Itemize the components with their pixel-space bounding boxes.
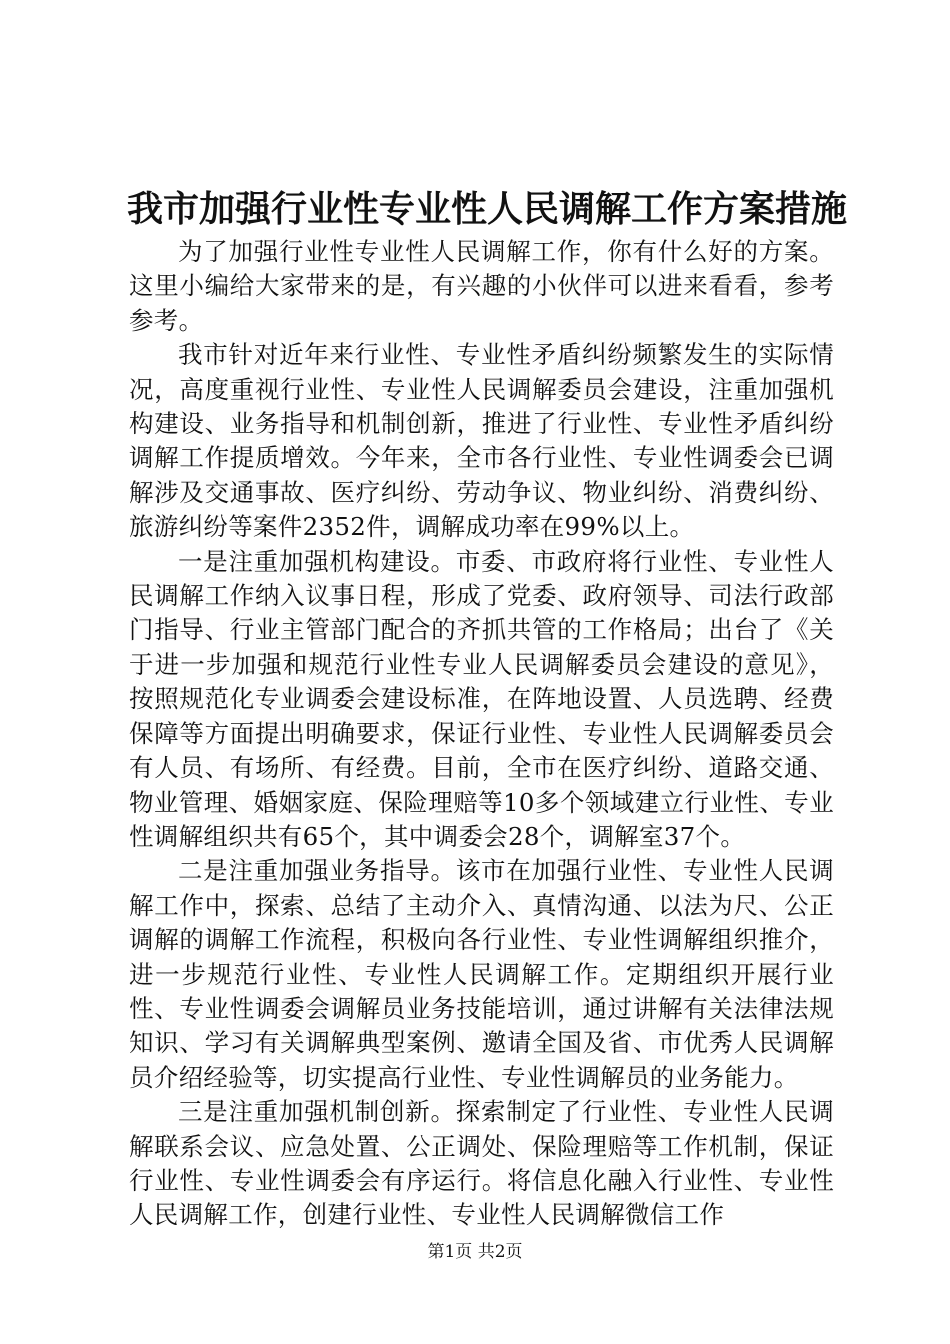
paragraph-business-guidance: 二是注重加强业务指导。该市在加强行业性、专业性人民调解工作中，探索、总结了主动介入、真情沟通、以法为尺、公正调解的调解工作流程，积极向各行业性、专业性调解组织推介，进一步规范行业性、专业性人民调解工作。定期组织开展行业性、专业性调委会调解员业务技能培训，通过讲解有关法律法规知识、学习有关调解典型案例、邀请全国及省、市优秀人民调解员介绍经验等，切实提高行业性、专业性调解员的业务能力。 — [129, 856, 834, 1092]
document-body — [129, 235, 834, 1233]
document-title: 我市加强行业性专业性人民调解工作方案措施 — [127, 188, 848, 230]
page-footer: 第1页 共2页 — [427, 1242, 523, 1262]
paragraph-mechanism-innovation: 三是注重加强机制创新。探索制定了行业性、专业性人民调解联系会议、应急处置、公正调处、保险理赔等工作机制，保证行业性、专业性调委会有序运行。将信息化融入行业性、专业性人民调解工作，创建行业性、专业性人民调解微信工作 — [129, 1097, 834, 1230]
paragraph-institution-building: 一是注重加强机构建设。市委、市政府将行业性、专业性人民调解工作纳入议事日程，形成了党委、政府领导、司法行政部门指导、行业主管部门配合的齐抓共管的工作格局；出台了《关于进一步加强和规范行业性专业人民调解委员会建设的意见》，按照规范化专业调委会建设标准，在阵地设置、人员选聘、经费保障等方面提出明确要求，保证行业性、专业性人民调解委员会有人员、有场所、有经费。目前，全市在医疗纠纷、道路交通、物业管理、婚姻家庭、保险理赔等10多个领域建立行业性、专业性调解组织共有65个，其中调委会28个，调解室37个。 — [129, 546, 834, 851]
paragraph-overview: 我市针对近年来行业性、专业性矛盾纠纷频繁发生的实际情况，高度重视行业性、专业性人民调解委员会建设，注重加强机构建设、业务指导和机制创新，推进了行业性、专业性矛盾纠纷调解工作提质增效。今年来，全市各行业性、专业性调委会已调解涉及交通事故、医疗纠纷、劳动争议、物业纠纷、消费纠纷、旅游纠纷等案件2352件，调解成功率在99%以上。 — [129, 340, 834, 542]
paragraph-intro: 为了加强行业性专业性人民调解工作，你有什么好的方案。这里小编给大家带来的是，有兴趣的小伙伴可以进来看看，参考参考。 — [129, 237, 834, 335]
